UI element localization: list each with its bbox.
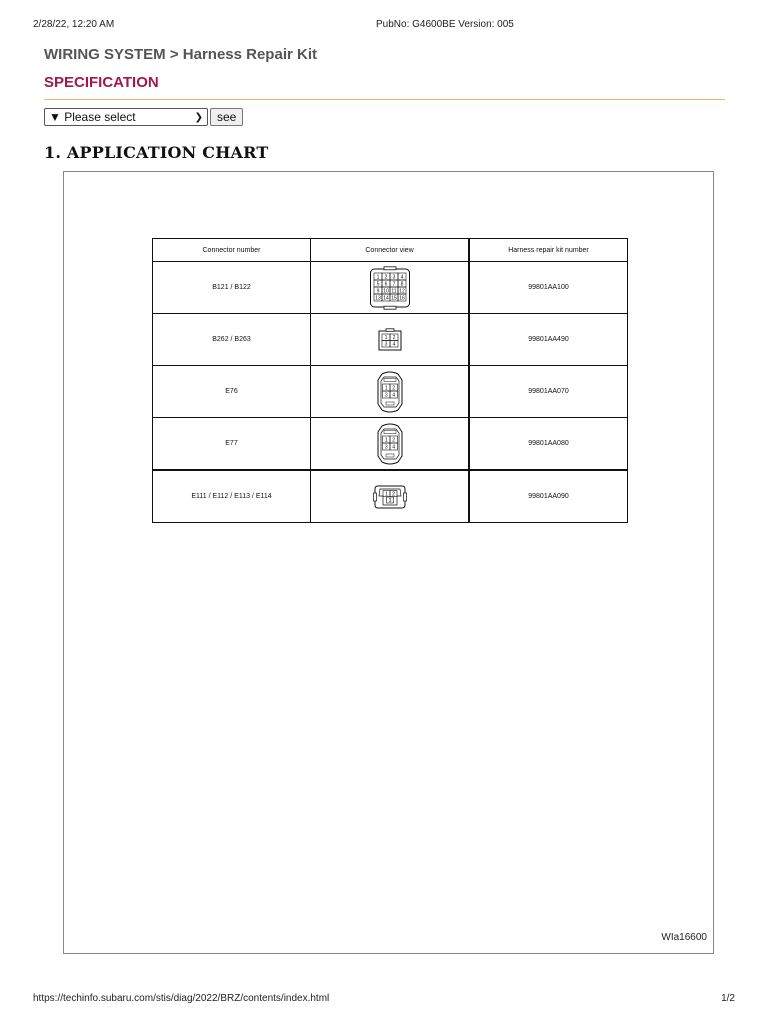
pin-label: 1 [384,384,388,391]
connector-number: E111 / E112 / E113 / E114 [153,470,311,523]
section-select[interactable] [44,108,208,126]
connector-number: B262 / B263 [153,314,311,366]
table-row [153,366,628,418]
pin-label: 1 [376,273,379,280]
pin-label: 3 [388,497,391,504]
4-pin-sealed-connector-icon [375,370,405,414]
pin-label: 11 [390,287,397,294]
breadcrumb: WIRING SYSTEM > Harness Repair Kit [44,46,317,63]
figure-id: WIa16600 [661,932,707,943]
application-chart-table [152,238,628,523]
pin-label: 4 [391,443,395,450]
pin-label: 16 [398,294,405,301]
column-header: Connector number [153,239,311,262]
4-pin-connector-icon [377,328,403,352]
connector-view [311,314,470,366]
pin-label: 4 [392,341,395,347]
connector-number: E76 [153,366,311,418]
pin-label: 12 [398,287,405,294]
page-title: 1. APPLICATION CHART [44,143,269,162]
column-header: Harness repair kit number [469,239,628,262]
pin-label: 7 [392,280,395,287]
pin-label: 14 [382,294,389,301]
pin-label: 8 [400,280,403,287]
pin-label: 13 [374,294,381,301]
application-chart-figure [63,171,714,954]
kit-number: 99801AA490 [469,314,628,366]
pin-label: 5 [376,280,379,287]
pin-label: 2 [391,490,395,497]
connector-view [311,262,470,314]
connector-number: E77 [153,418,311,471]
4-pin-sealed-connector-icon [375,422,405,466]
see-button[interactable]: see [210,108,243,126]
print-date: 2/28/22, 12:20 AM [33,19,115,30]
pin-label: 15 [390,294,397,301]
pin-label: 1 [384,436,388,443]
pin-label: 2 [384,273,387,280]
connector-view [311,418,470,471]
pin-label: 6 [384,280,387,287]
column-header: Connector view [311,239,470,262]
page-number: 1/2 [721,993,735,1004]
kit-number: 99801AA090 [469,470,628,523]
print-header [33,19,735,33]
page-url: https://techinfo.subaru.com/stis/diag/2022/BRZ/contents/index.html [33,993,330,1004]
table-row [153,470,628,523]
pin-label: 4 [391,391,395,398]
kit-number: 99801AA080 [469,418,628,471]
kit-number: 99801AA070 [469,366,628,418]
pin-label: 3 [384,391,388,398]
connector-view [311,366,470,418]
divider [44,99,725,100]
section-title: SPECIFICATION [44,74,159,91]
pin-label: 4 [400,273,403,280]
pin-label: 3 [384,341,387,347]
pin-label: 3 [392,273,395,280]
pin-label: 9 [376,287,379,294]
connector-number: B121 / B122 [153,262,311,314]
chevron-down-icon: ❯ [194,111,203,123]
pin-label: 1 [384,490,388,497]
pin-label: 3 [384,443,388,450]
section-select-value: ▼ Please select [49,110,136,124]
section-selector [44,107,243,127]
pin-label: 2 [392,334,395,341]
pin-label: 2 [391,436,395,443]
publication-number: PubNo: G4600BE Version: 005 [376,19,514,30]
pin-label: 2 [391,384,395,391]
pin-label: 1 [384,334,387,341]
12-pin-connector-icon [369,266,411,310]
table-row [153,314,628,366]
table-row [153,262,628,314]
3-pin-connector-icon [373,484,407,510]
connector-view [311,470,470,523]
kit-number: 99801AA100 [469,262,628,314]
pin-label: 10 [382,287,389,294]
table-row [153,418,628,471]
table-header-row [153,239,628,262]
